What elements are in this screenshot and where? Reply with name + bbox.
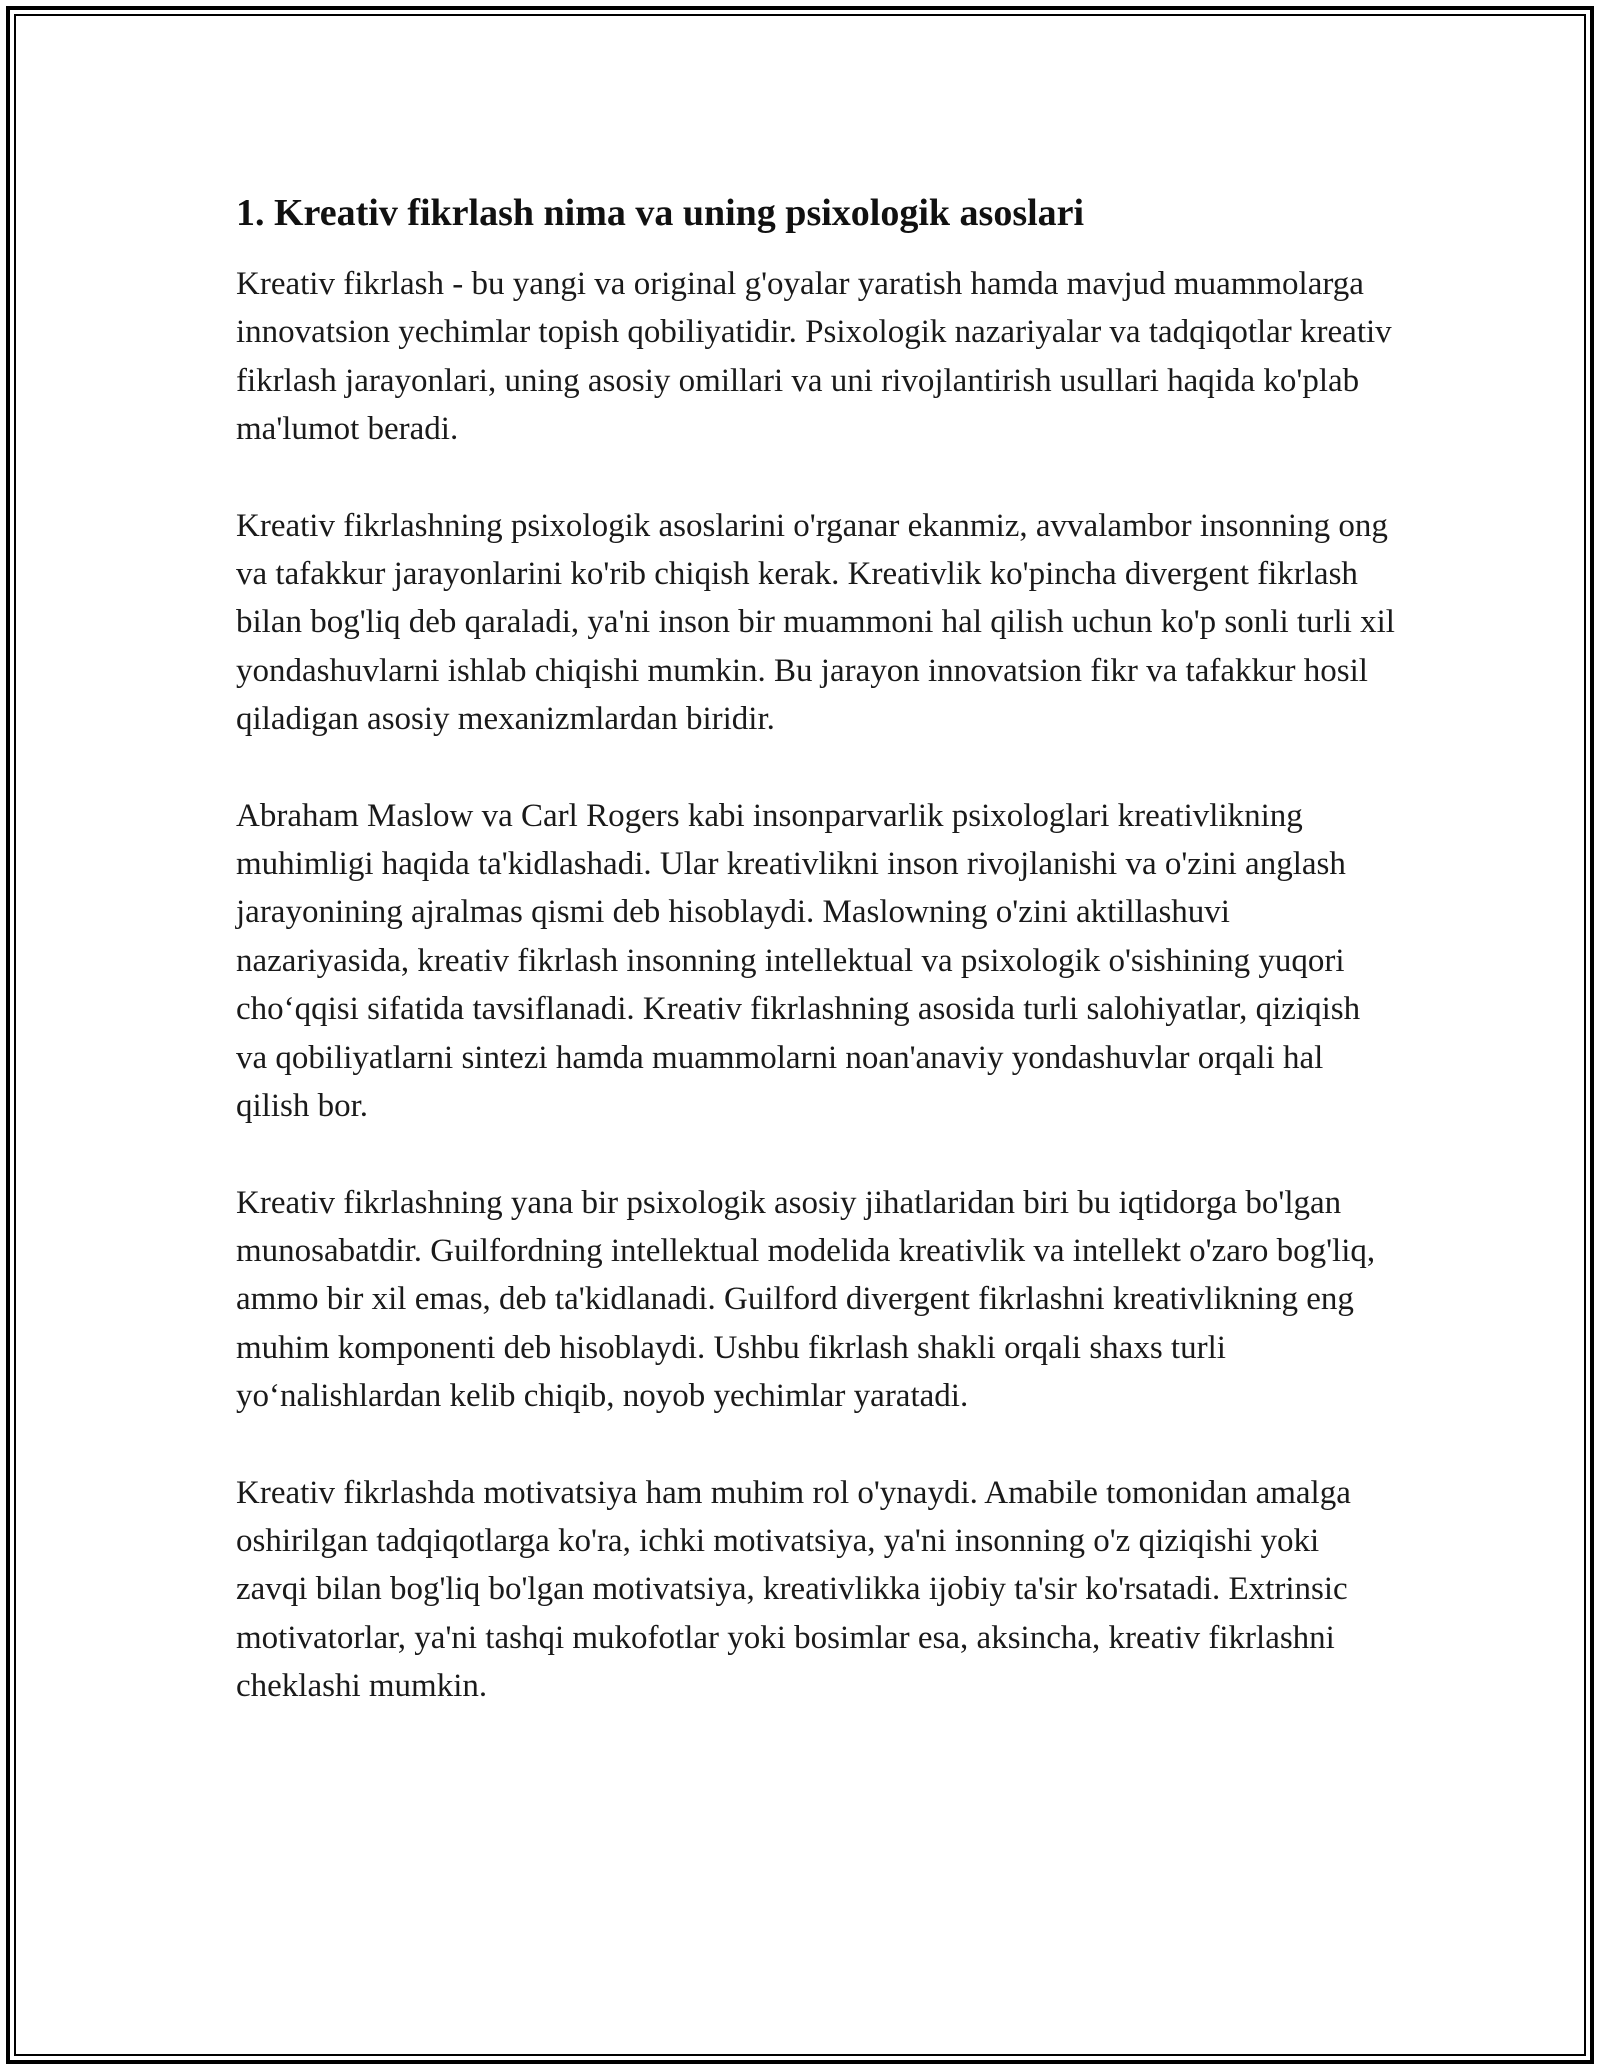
paragraph-guilford-model: Kreativ fikrlashning yana bir psixologik asosiy jihatlaridan biri bu iqtidorga bo'lgan munosabatdir. Guilfordning intellektual modelida kreativlik va intellekt o'zaro bog'liq, ammo bir xil emas, deb ta'kidlanadi. Guilford divergent fikrlashni kreativlikning eng muhim komponenti deb hisoblaydi. Ushbu fikrlash shakli orqali shaxs turli yo‘nalishlardan kelib chiqib, noyob yechimlar yaratadi. — [236, 1184, 1376, 1415]
paragraph-humanistic-psychology: Abraham Maslow va Carl Rogers kabi insonparvarlik psixologlari kreativlikning muhimligi haqida ta'kidlashadi. Ular kreativlikni inson rivojlanishi va o'zini anglash jarayonining ajralmas qismi deb hisoblaydi. Maslowning o'zini aktillashuvi nazariyasida, kreativ fikrlash insonning intellektual va psixologik o'sishining yuqori cho‘qqisi sifatida tavsiflanadi. Kreativ fikrlashning asosida turli salohiyatlar, qiziqish va qobiliyatlarni sintezi hamda muammolarni noan'anaviy yondashuvlar orqali hal qilish bor. — [236, 797, 1361, 1125]
paragraph-motivation: Kreativ fikrlashda motivatsiya ham muhim rol o'ynaydi. Amabile tomonidan amalga oshirilgan tadqiqotlarga ko'ra, ichki motivatsiya, ya'ni insonning o'z qiziqishi yoki zavqi bilan bog'liq bo'lgan motivatsiya, kreativlikka ijobiy ta'sir ko'rsatadi. Extrinsic motivatorlar, ya'ni tashqi mukofotlar yoki bosimlar esa, aksincha, kreativ fikrlashni cheklashi mumkin. — [236, 1474, 1351, 1705]
paragraph-definition: Kreativ fikrlash - bu yangi va original g'oyalar yaratish hamda mavjud muammolarga innovatsion yechimlar topish qobiliyatidir. Psixologik nazariyalar va tadqiqotlar kreativ fikrlash jarayonlari, uning asosiy omillari va uni rivojlantirish usullari haqida ko'plab ma'lumot beradi. — [236, 266, 1392, 448]
paragraph-divergent-thinking: Kreativ fikrlashning psixologik asoslarini o'rganar ekanmiz, avvalambor insonning ong va tafakkur jarayonlarini ko'rib chiqish kerak. Kreativlik ko'pincha divergent fikrlash bilan bog'liq deb qaraladi, ya'ni inson bir muammoni hal qilish uchun ko'p sonli turli xil yondashuvlarni ishlab chiqishi mumkin. Bu jarayon innovatsion fikr va tafakkur hosil qiladigan asosiy mexanizmlardan biridir. — [236, 507, 1395, 738]
document-body — [236, 188, 1396, 1759]
section-heading: 1. Kreativ fikrlash nima va uning psixologik asoslari — [236, 192, 1085, 234]
